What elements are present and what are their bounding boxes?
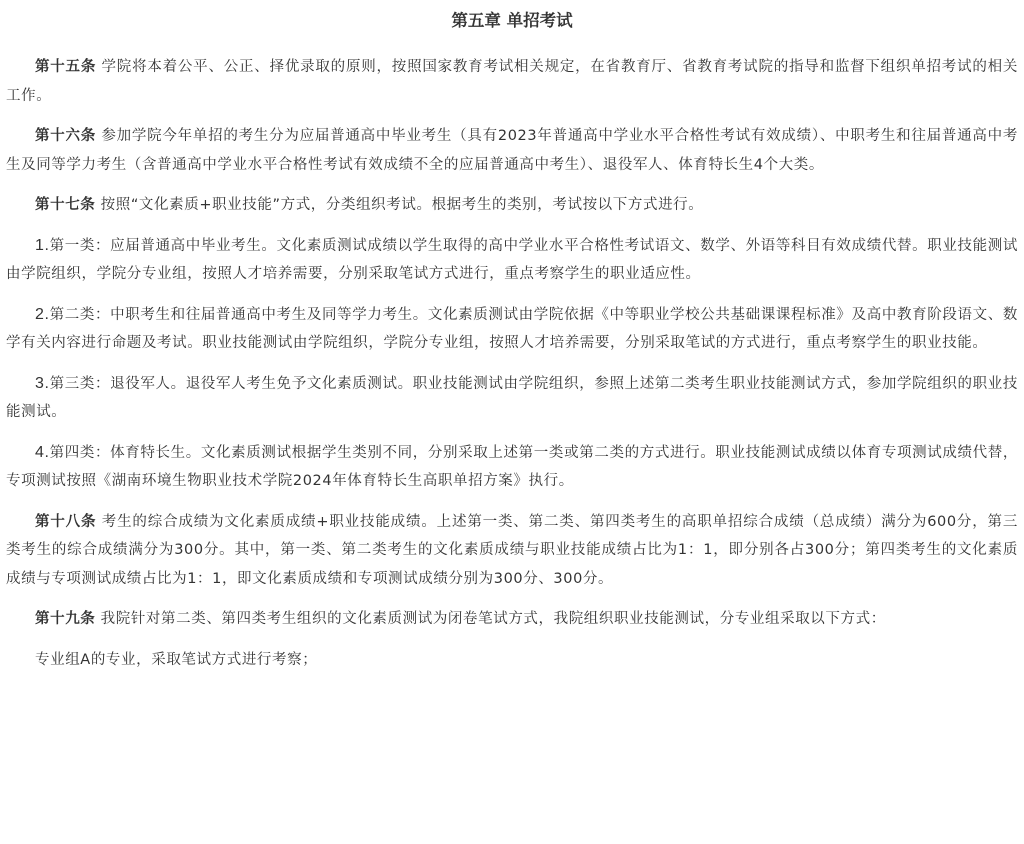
item-text: 第三类：退役军人。退役军人考生免予文化素质测试。职业技能测试由学院组织，参照上述第二类考生职业技能测试方式，参加学院组织的职业技能测试。	[6, 375, 1018, 420]
item-number: 1.	[35, 236, 50, 254]
item-number: 3.	[35, 374, 50, 392]
item-text: 第四类：体育特长生。文化素质测试根据学生类别不同，分别采取上述第一类或第二类的方式进行。职业技能测试成绩以体育专项测试成绩代替，专项测试按照《湖南环境生物职业技术学院2024年体育特长生高职单招方案》执行。	[6, 444, 1018, 489]
article-text: 学院将本着公平、公正、择优录取的原则，按照国家教育考试相关规定，在省教育厅、省教育考试院的指导和监督下组织单招考试的相关工作。	[6, 59, 1019, 104]
article-15	[6, 53, 1018, 110]
article-text: 考生的综合成绩为文化素质成绩+职业技能成绩。上述第一类、第二类、第四类考生的高职单招综合成绩（总成绩）满分为600分，第三类考生的综合成绩满分为300分。其中，第一类、第二类考生的文化素质成绩与职业技能成绩占比为1：1，即分别各占300分；第四类考生的文化素质成绩与专项测试成绩占比为1：1，即文化素质成绩和专项测试成绩分别为300分、300分。	[6, 513, 1018, 587]
article-label: 第十七条	[35, 197, 96, 213]
chapter-title: 第五章 单招考试	[451, 11, 573, 30]
category-1	[6, 232, 1018, 289]
category-4	[6, 439, 1018, 496]
article-19	[6, 605, 1018, 634]
item-number: 4.	[35, 443, 50, 461]
article-label: 第十六条	[35, 128, 97, 144]
article-label: 第十五条	[35, 59, 97, 75]
article-text: 我院针对第二类、第四类考生组织的文化素质测试为闭卷笔试方式，我院组织职业技能测试，分专业组采取以下方式：	[95, 611, 886, 627]
category-3	[6, 370, 1018, 427]
article-16	[6, 122, 1018, 179]
article-label: 第十八条	[35, 513, 97, 530]
article-label: 第十九条	[35, 611, 96, 627]
note-text: 专业组A的专业，采取笔试方式进行考察；	[35, 651, 318, 668]
article-text: 按照“文化素质+职业技能”方式，分类组织考试。根据考生的类别，考试按以下方式进行。	[95, 197, 704, 213]
category-2	[6, 301, 1018, 358]
article-text: 参加学院今年单招的考生分为应届普通高中毕业考生（具有2023年普通高中学业水平合格性考试有效成绩）、中职考生和往届普通高中考生及同等学力考生（含普通高中学业水平合格性考试有效成绩不全的应届普通高中考生）、退役军人、体育特长生4个大类。	[6, 128, 1018, 173]
group-a-note	[6, 646, 1018, 675]
article-17	[6, 191, 1018, 220]
item-number: 2.	[35, 305, 50, 323]
item-text: 第一类：应届普通高中毕业考生。文化素质测试成绩以学生取得的高中学业水平合格性考试语文、数学、外语等科目有效成绩代替。职业技能测试由学院组织，学院分专业组，按照人才培养需要，分别采取笔试方式进行，重点考察学生的职业适应性。	[6, 237, 1018, 282]
item-text: 第二类：中职考生和往届普通高中考生及同等学力考生。文化素质测试由学院依据《中等职业学校公共基础课课程标准》及高中教育阶段语文、数学有关内容进行命题及考试。职业技能测试由学院组织，学院分专业组，按照人才培养需要，分别采取笔试的方式进行，重点考察学生的职业技能。	[6, 306, 1018, 351]
article-18	[6, 508, 1018, 594]
